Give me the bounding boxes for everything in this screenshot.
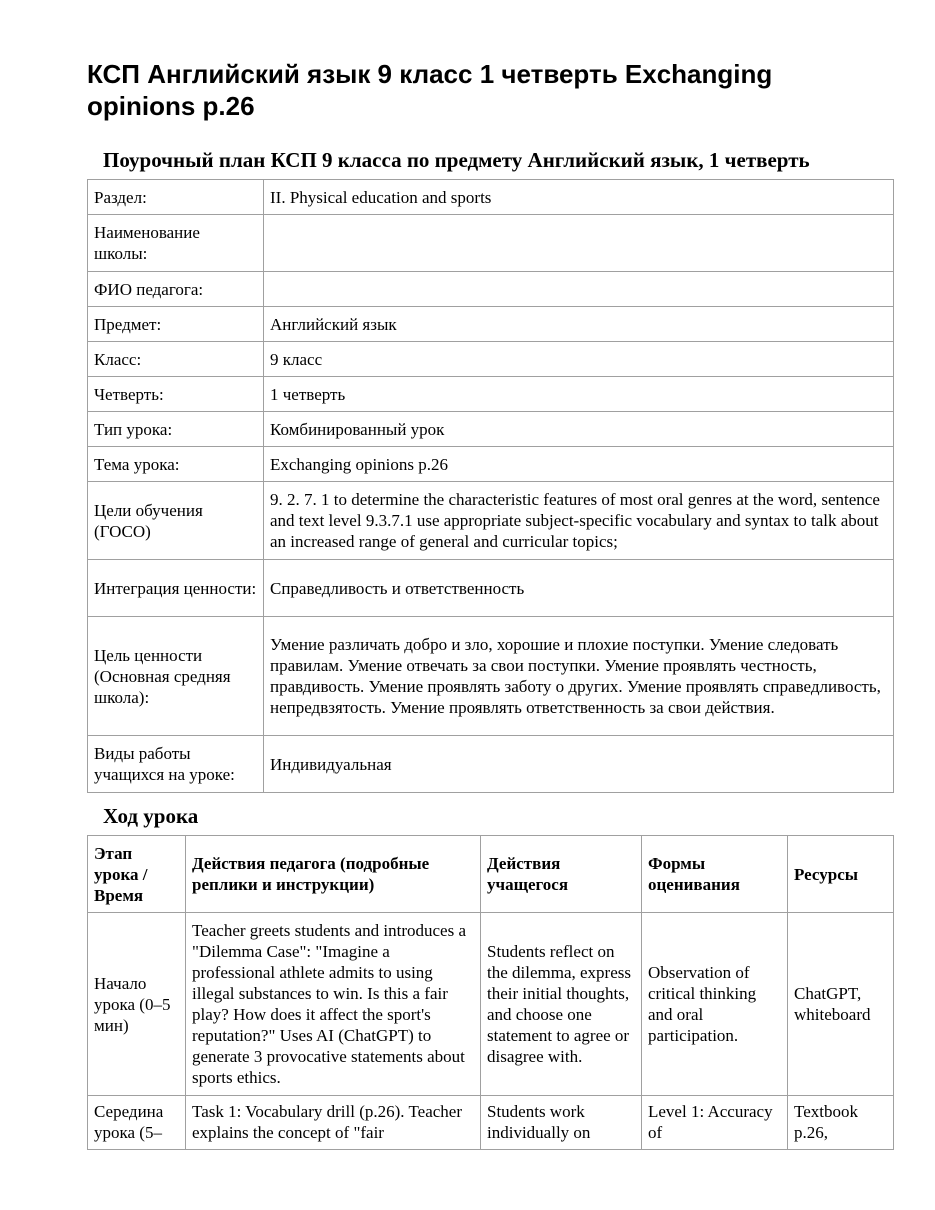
lesson-flow-heading: Ход урока — [103, 804, 199, 828]
info-row-class — [88, 342, 894, 377]
info-value: 1 четверть — [264, 377, 894, 412]
info-row-objectives — [88, 482, 894, 560]
cell-resources: ChatGPT, whiteboard — [788, 913, 894, 1096]
lesson-flow-table — [87, 835, 894, 1150]
cell-assessment: Level 1: Accuracy of — [642, 1096, 788, 1150]
header-resources: Ресурсы — [788, 836, 894, 913]
info-value — [264, 215, 894, 272]
document-title: КСП Английский язык 9 класс 1 четверть Exchanging opinions p.26 — [87, 59, 773, 121]
info-label: ФИО педагога: — [88, 272, 264, 307]
info-value: Индивидуальная — [264, 736, 894, 793]
header-stage: Этап урока / Время — [88, 836, 186, 913]
info-value: 9. 2. 7. 1 to determine the characteristic features of most oral genres at the word, sentence and text level 9.3.7.1 use appropriate subject-specific vocabulary and syntax to talk about an increased range of general and curricular topics; — [264, 482, 894, 560]
cell-stage: Середина урока (5– — [88, 1096, 186, 1150]
table-row — [88, 913, 894, 1096]
info-label: Виды работы учащихся на уроке: — [88, 736, 264, 793]
info-row-section — [88, 180, 894, 215]
info-label: Тип урока: — [88, 412, 264, 447]
info-label: Наименование школы: — [88, 215, 264, 272]
header-assessment: Формы оценивания — [642, 836, 788, 913]
info-value: II. Physical education and sports — [264, 180, 894, 215]
info-row-subject — [88, 307, 894, 342]
info-row-topic — [88, 447, 894, 482]
info-value — [264, 272, 894, 307]
info-row-teacher — [88, 272, 894, 307]
info-value: Английский язык — [264, 307, 894, 342]
cell-resources: Textbook p.26, — [788, 1096, 894, 1150]
info-label: Раздел: — [88, 180, 264, 215]
info-value: Умение различать добро и зло, хорошие и плохие поступки. Умение следовать правилам. Умение отвечать за свои поступки. Умение проявлять честность, правдивость. Умение проявлять заботу о других. Умение проявлять справедливость, непредвзятость. Умение проявлять ответственность за свои действия. — [264, 617, 894, 736]
header-teacher-actions: Действия педагога (подробные реплики и инструкции) — [186, 836, 481, 913]
info-label: Цели обучения (ГОСО) — [88, 482, 264, 560]
lesson-info-table — [87, 179, 894, 793]
info-row-value-integration — [88, 560, 894, 617]
flow-header-row — [88, 836, 894, 913]
cell-student-actions: Students reflect on the dilemma, express their initial thoughts, and choose one statement to agree or disagree with. — [481, 913, 642, 1096]
info-value: Exchanging opinions p.26 — [264, 447, 894, 482]
info-value: Справедливость и ответственность — [264, 560, 894, 617]
info-value: Комбинированный урок — [264, 412, 894, 447]
info-value: 9 класс — [264, 342, 894, 377]
info-label: Предмет: — [88, 307, 264, 342]
table-row — [88, 1096, 894, 1150]
cell-teacher-actions: Task 1: Vocabulary drill (p.26). Teacher explains the concept of "fair — [186, 1096, 481, 1150]
info-label: Тема урока: — [88, 447, 264, 482]
info-label: Цель ценности (Основная средняя школа): — [88, 617, 264, 736]
info-row-work-types — [88, 736, 894, 793]
info-row-lesson-type — [88, 412, 894, 447]
info-row-value-goal — [88, 617, 894, 736]
info-row-quarter — [88, 377, 894, 412]
info-label: Класс: — [88, 342, 264, 377]
cell-assessment: Observation of critical thinking and oral participation. — [642, 913, 788, 1096]
info-label: Интеграция ценности: — [88, 560, 264, 617]
cell-teacher-actions: Teacher greets students and introduces a "Dilemma Case": "Imagine a professional athlete admits to using illegal substances to win. Is this a fair play? How does it affect the sport's reputation?" Uses AI (ChatGPT) to generate 3 provocative statements about sports ethics. — [186, 913, 481, 1096]
cell-student-actions: Students work individually on — [481, 1096, 642, 1150]
cell-stage: Начало урока (0–5 мин) — [88, 913, 186, 1096]
info-label: Четверть: — [88, 377, 264, 412]
info-row-school — [88, 215, 894, 272]
plan-heading: Поурочный план КСП 9 класса по предмету Английский язык, 1 четверть — [103, 148, 810, 172]
header-student-actions: Действия учащегося — [481, 836, 642, 913]
